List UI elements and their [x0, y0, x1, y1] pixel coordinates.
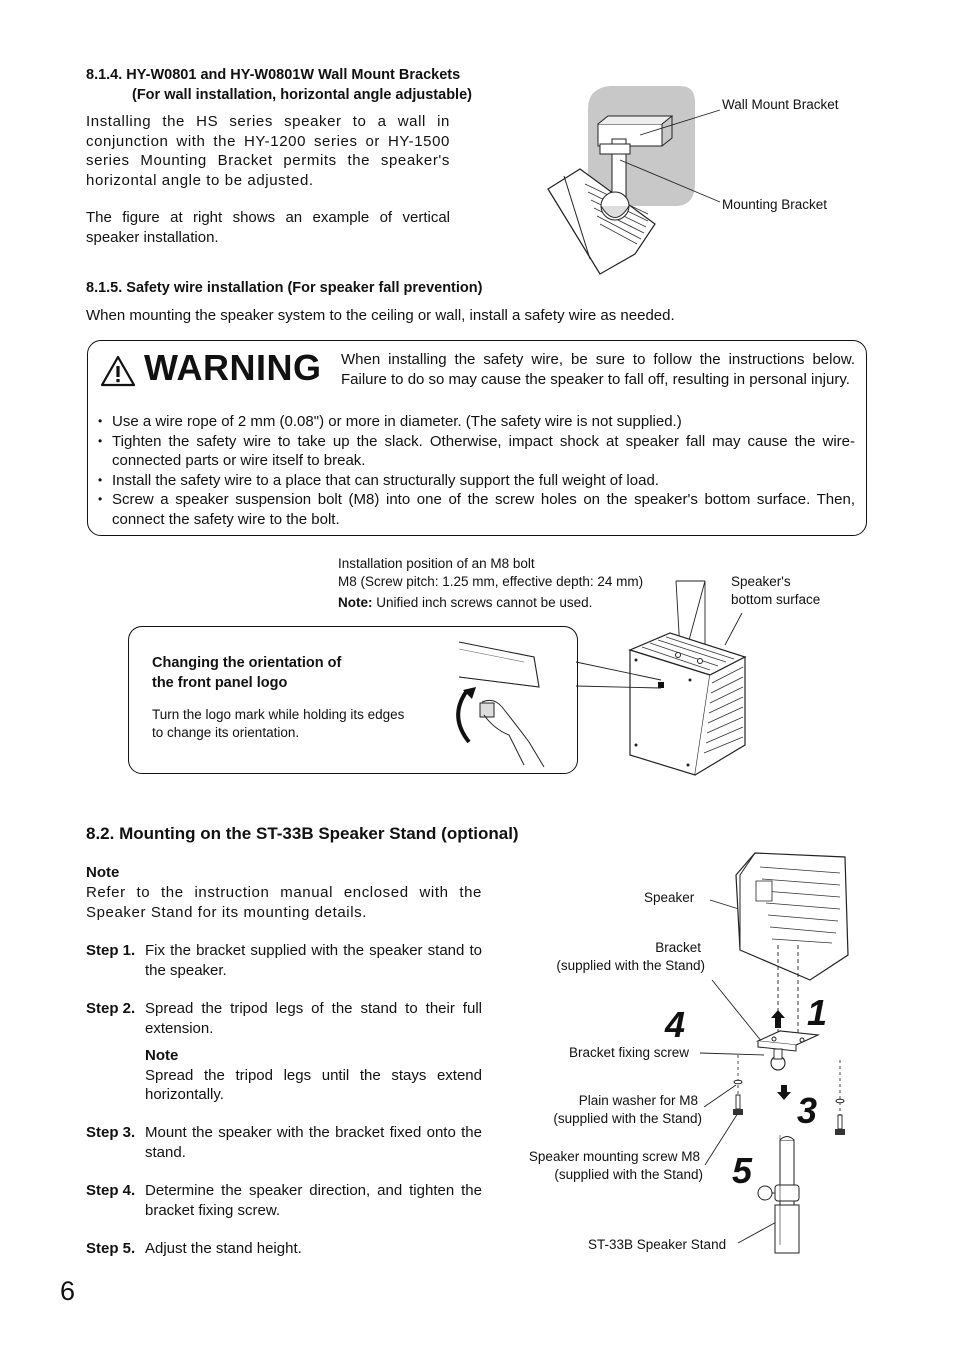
step-2-note-text: Spread the tripod legs until the stays extend horizontally. [145, 1066, 482, 1103]
logo-orientation-box [128, 626, 578, 774]
para-wall-bracket: Installing the HS series speaker to a wall in conjunction with the HY-1200 series or HY-1500 series Mounting Bracket permits the speaker's horizontal angle to be adjusted. [86, 113, 450, 189]
orientation-title-1: Changing the orientation of [152, 655, 342, 671]
step-text: Mount the speaker with the bracket fixed onto the stand. [145, 1124, 482, 1161]
step-label: Step 1. [86, 942, 136, 959]
step-text: Determine the speaker direction, and tighten the bracket fixing screw. [145, 1182, 482, 1219]
wall-mount-leaders [620, 95, 720, 215]
step-5 [86, 1239, 482, 1259]
warning-bullet-list [88, 412, 855, 529]
warning-bullet: • Tighten the safety wire to take up the slack. Otherwise, impact shock at speaker fall may cause the wire-connected parts or wire itself to break. [88, 432, 855, 471]
warning-box [87, 340, 867, 536]
section-heading-8-1-5: 8.1.5. Safety wire installation (For speaker fall prevention) [86, 280, 483, 296]
step-label: Step 2. [86, 1000, 136, 1017]
section-heading-8-2: 8.2. Mounting on the ST-33B Speaker Stand (optional) [86, 824, 519, 843]
speaker-bottom-label-1: Speaker's [731, 574, 791, 589]
label-st33b-stand: ST-33B Speaker Stand [588, 1237, 727, 1252]
step-3 [86, 1123, 482, 1162]
step-1 [86, 941, 482, 980]
note-label: Note [86, 864, 120, 881]
safety-wire-intro: When mounting the speaker system to the ceiling or wall, install a safety wire as needed. [86, 307, 675, 324]
orientation-desc-2: to change its orientation. [152, 725, 300, 740]
bolt-note-label: Note: [338, 595, 373, 610]
warning-bullet: • Screw a speaker suspension bolt (M8) into one of the screw holes on the speaker's bottom surface. Then, connect the safety wire to the bolt. [88, 490, 855, 529]
step-2-note-label: Note [145, 1047, 179, 1064]
label-plain-washer: Plain washer for M8 [578, 1093, 698, 1108]
warning-text: When installing the safety wire, be sure to follow the instructions below. Failure to do so may cause the speaker to fall off, resulting in personal injury. [341, 351, 855, 388]
step-text: Adjust the stand height. [145, 1240, 302, 1257]
logo-rotation-illustration [454, 637, 584, 767]
step-text: Spread the tripod legs of the stand to their full extension. [145, 1000, 482, 1037]
step-number-3: 3 [797, 1090, 818, 1131]
label-mounting-screw-supplied: (supplied with the Stand) [554, 1167, 703, 1182]
step-number-5: 5 [732, 1150, 753, 1191]
bolt-note-text: Unified inch screws cannot be used. [372, 595, 593, 610]
label-bracket-supplied: (supplied with the Stand) [556, 958, 705, 973]
bolt-note [338, 594, 592, 612]
warning-triangle-icon [100, 355, 136, 387]
page-number: 6 [60, 1276, 76, 1306]
label-speaker: Speaker [644, 890, 695, 905]
logo-leader-lines [576, 656, 666, 691]
orientation-title-2: the front panel logo [152, 675, 288, 691]
label-wall-mount-bracket: Wall Mount Bracket [722, 97, 839, 112]
note-text: Refer to the instruction manual enclosed with the Speaker Stand for its mounting details. [86, 884, 482, 921]
label-bracket-fixing-screw: Bracket fixing screw [569, 1045, 690, 1060]
step-4 [86, 1181, 482, 1220]
stand-mounting-illustration [700, 845, 860, 1260]
step-label: Step 4. [86, 1182, 136, 1199]
orientation-desc-1: Turn the logo mark while holding its edges [152, 707, 405, 722]
para-figure-note: The figure at right shows an example of vertical speaker installation. [86, 209, 450, 246]
step-number-4: 4 [665, 1004, 686, 1045]
label-mounting-bracket: Mounting Bracket [722, 197, 828, 212]
step-number-1: 1 [807, 992, 828, 1033]
section-heading-8-1-4-sub: (For wall installation, horizontal angle adjustable) [132, 87, 472, 103]
bolt-spec-label: M8 (Screw pitch: 1.25 mm, effective depth: 24 mm) [338, 574, 644, 589]
step-label: Step 3. [86, 1124, 136, 1141]
speaker-bottom-label-2: bottom surface [731, 592, 821, 607]
step-text: Fix the bracket supplied with the speaker stand to the speaker. [145, 942, 482, 979]
warning-title: WARNING [144, 347, 322, 388]
bolt-position-label: Installation position of an M8 bolt [338, 556, 535, 571]
section-heading-8-1-4: 8.1.4. HY-W0801 and HY-W0801W Wall Mount Brackets [86, 67, 461, 83]
warning-bullet: • Install the safety wire to a place that can structurally support the full weight of load. [88, 471, 855, 491]
label-mounting-screw: Speaker mounting screw M8 [528, 1149, 700, 1164]
step-label: Step 5. [86, 1240, 136, 1257]
label-bracket: Bracket [655, 940, 701, 955]
label-plain-washer-supplied: (supplied with the Stand) [553, 1111, 702, 1126]
step-2 [86, 999, 482, 1105]
warning-bullet: • Use a wire rope of 2 mm (0.08") or more in diameter. (The safety wire is not supplied.) [88, 412, 855, 432]
